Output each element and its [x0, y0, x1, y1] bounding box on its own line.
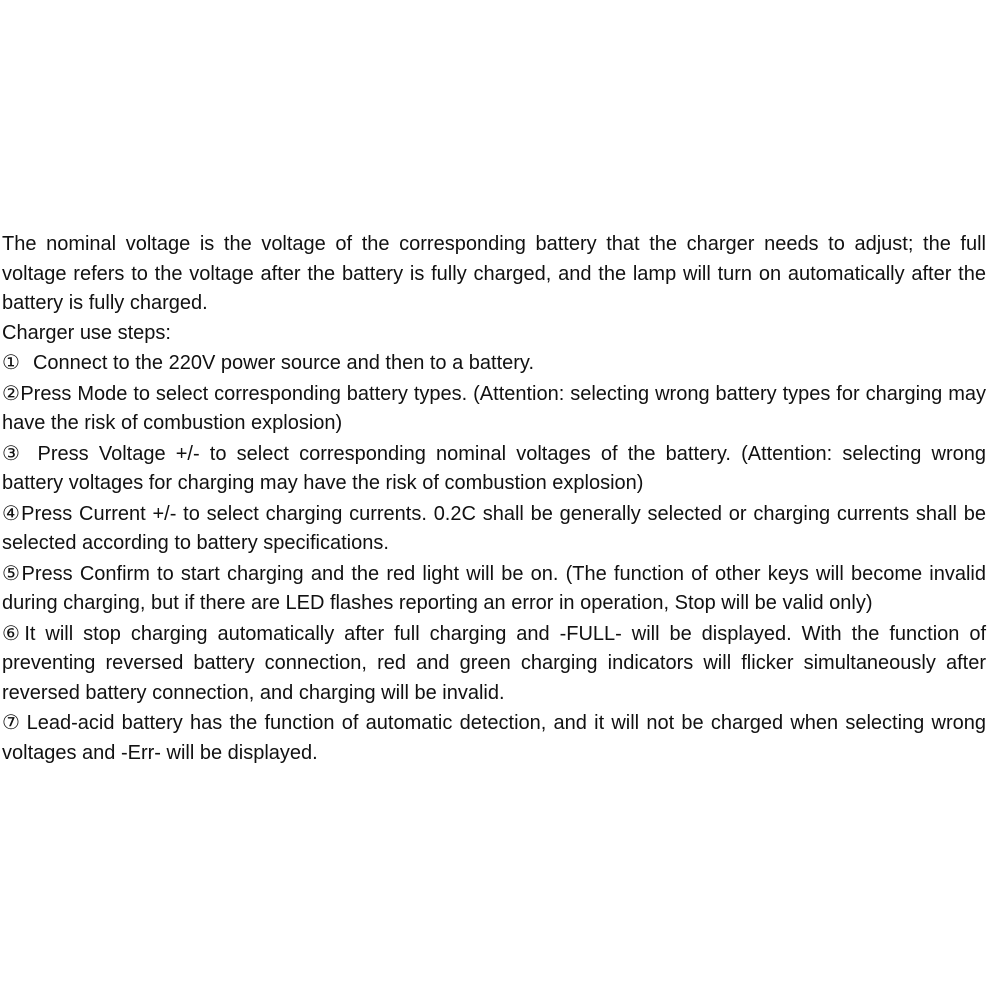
step-paragraph-5: [2, 559, 986, 619]
steps-heading: Charger use steps:: [2, 321, 171, 344]
step-number-6: ⑥: [2, 620, 25, 645]
step-number-4: ④: [2, 500, 22, 525]
step-paragraph-1: [2, 348, 986, 379]
step-text-3: Press Voltage +/- to select corresponding nominal voltages of the battery. (Attention: selecting wrong battery voltages for charging may have the risk of combustion explosion): [2, 442, 986, 494]
step-text-4: Press Current +/- to select charging currents. 0.2C shall be generally selected or charging currents shall be selected according to battery specifications.: [2, 502, 987, 554]
step-paragraph-2: [2, 379, 986, 439]
step-text-5: Press Confirm to start charging and the red light will be on. (The function of other keys will become invalid during charging, but if there are LED flashes reporting an error in operation, Stop will be valid only): [2, 562, 986, 614]
step-text-2: Press Mode to select corresponding battery types. (Attention: selecting wrong battery types for charging may have the risk of combustion explosion): [2, 382, 986, 434]
instructions-text-block: [2, 230, 986, 768]
step-paragraph-4: [2, 499, 986, 559]
step-paragraph-6: [2, 619, 986, 709]
step-number-7: ⑦: [2, 710, 22, 734]
intro-paragraph: The nominal voltage is the voltage of the corresponding battery that the charger needs to adjust; the full voltage refers to the voltage after the battery is fully charged, and the lamp will turn on automatically after the battery is fully charged.: [2, 233, 986, 314]
step-text-6: It will stop charging automatically after full charging and -FULL- will be displayed. With the function of preventing reversed battery connection, red and green charging indicators will flicker simultaneously after reversed battery connection, and charging will be invalid.: [2, 622, 987, 704]
step-number-3: ③: [2, 440, 25, 465]
step-number-1: ①: [2, 350, 20, 374]
step-text-1: Connect to the 220V power source and then to a battery.: [32, 352, 535, 374]
step-number-2: ②: [2, 380, 21, 405]
step-paragraph-7: [2, 708, 986, 768]
step-paragraph-3: [2, 439, 986, 499]
step-number-5: ⑤: [2, 560, 22, 585]
step-text-7: Lead-acid battery has the function of automatic detection, and it will not be charged when selecting wrong voltages and -Err- will be displayed.: [2, 712, 986, 764]
